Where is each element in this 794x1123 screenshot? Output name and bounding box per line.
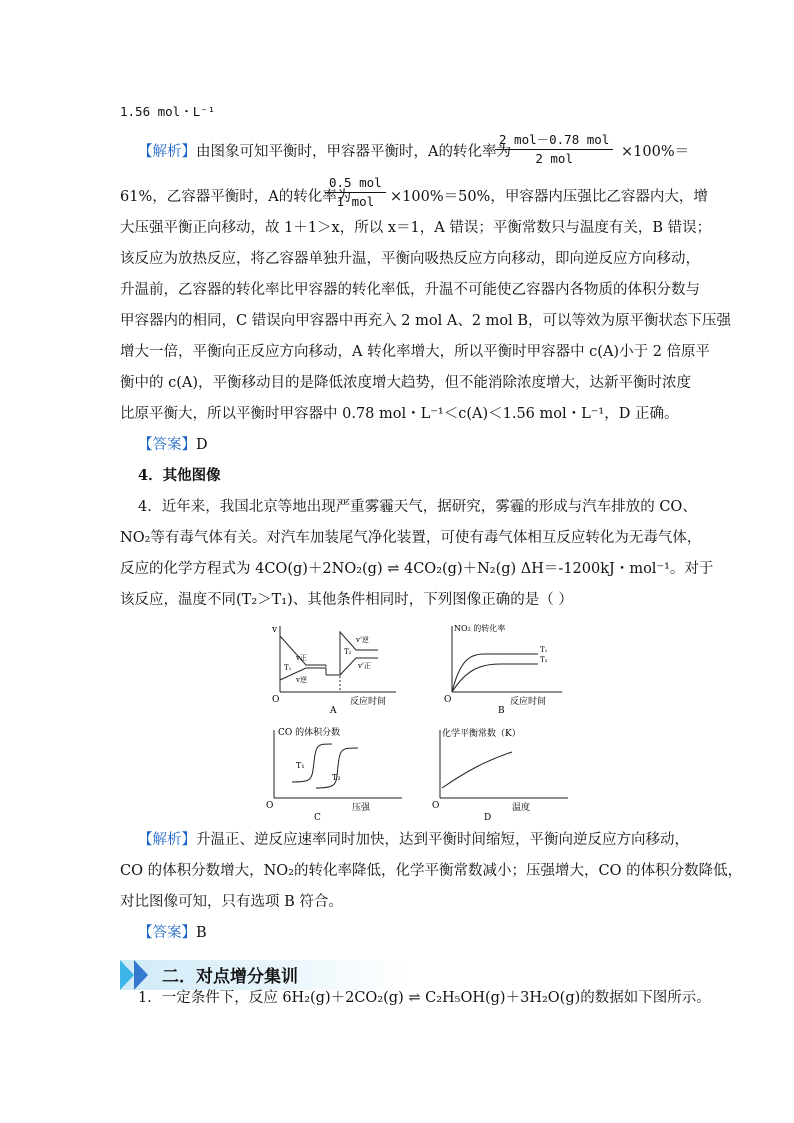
analysis1-line1: 【解析】由图象可知平衡时，甲容器平衡时，A的转化率为 bbox=[138, 144, 511, 160]
fraction-1: 2 mol－0.78 mol 2 mol bbox=[495, 131, 613, 168]
figure-c-caption: C bbox=[314, 813, 321, 822]
figure-a bbox=[268, 620, 408, 715]
figure-d-origin: O bbox=[432, 801, 440, 811]
figure-c-origin: O bbox=[266, 801, 274, 811]
figure-c-label-t2: T₂ bbox=[332, 773, 341, 782]
question4-line4: 该反应，温度不同(T₂＞T₁)、其他条件相同时，下列图像正确的是（ ） bbox=[120, 592, 573, 608]
figure-a-ylabel: v bbox=[272, 625, 278, 635]
question4-line1: 4．近年来，我国北京等地出现严重雾霾天气，据研究，雾霾的形成与汽车排放的 CO、 bbox=[138, 499, 697, 515]
analysis1-line8: 衡中的 c(A)，平衡移动目的是降低浓度增大趋势，但不能消除浓度增大，达新平衡时浓度 bbox=[120, 375, 692, 391]
analysis1-line2-post: ×100%＝50%，甲容器内压强比乙容器内大，增 bbox=[390, 189, 708, 205]
figure-d-title: 化学平衡常数（K） bbox=[442, 729, 521, 739]
question4-line3: 反应的化学方程式为 4CO(g)＋2NO₂(g) ⇌ 4CO₂(g)＋N₂(g) ΔH＝-1200kJ・mol⁻¹。对于 bbox=[120, 561, 714, 577]
figure-a-label-5: T₂ bbox=[344, 648, 352, 656]
analysis1-line7: 增大一倍，平衡向正反应方向移动，A 转化率增大，所以平衡时甲容器中 c(A)小于 2 倍原平 bbox=[120, 344, 711, 360]
figure-a-xlabel: 反应时间 bbox=[350, 697, 387, 707]
figure-a-label-3: T₁ bbox=[284, 664, 292, 672]
figure-b bbox=[440, 620, 570, 715]
section-banner bbox=[120, 958, 410, 992]
analysis1-line3: 大压强平衡正向移动，故 1＋1＞x，所以 x＝1，A 错误；平衡常数只与温度有关，B 错误； bbox=[120, 220, 712, 236]
section4-title: 4．其他图像 bbox=[138, 467, 221, 484]
figure-a-label-1: v正 bbox=[296, 654, 307, 662]
analysis2-line1: 【解析】升温正、逆反应速率同时加快，达到平衡时间缩短，平衡向逆反应方向移动， bbox=[138, 832, 689, 848]
figure-d bbox=[428, 722, 578, 822]
figure-b-label-t1: T₁ bbox=[540, 646, 548, 654]
analysis1-line2-pre: 61%，乙容器平衡时，A的转化率为 bbox=[120, 189, 352, 205]
answer1: 【答案】D bbox=[138, 437, 208, 453]
fraction-2: 0.5 mol 1 mol bbox=[325, 174, 386, 211]
figure-c-title: CO 的体积分数 bbox=[278, 728, 341, 738]
analysis1-line5: 升温前，乙容器的转化率比甲容器的转化率低，升温不可能使乙容器内各物质的体积分数与 bbox=[120, 282, 700, 298]
figure-c-xlabel: 压强 bbox=[352, 803, 371, 813]
analysis1-line9: 比原平衡大，所以平衡时甲容器中 0.78 mol・L⁻¹＜c(A)＜1.56 mol・L⁻¹，D 正确。 bbox=[120, 406, 679, 422]
figure-a-caption: A bbox=[330, 706, 337, 715]
analysis2-line3: 对比图像可知，只有选项 B 符合。 bbox=[120, 894, 343, 910]
figure-c bbox=[262, 722, 412, 822]
question4-line2: NO₂等有毒气体有关。对汽车加装尾气净化装置，可使有毒气体相互反应转化为无毒气体， bbox=[120, 530, 702, 546]
analysis-label: 【解析】 bbox=[138, 144, 196, 160]
figure-b-title: NO₂ 的转化率 bbox=[454, 624, 506, 633]
figure-a-label-2: v逆 bbox=[296, 676, 307, 684]
figure-d-xlabel: 温度 bbox=[512, 803, 531, 813]
analysis1-line4: 该反应为放热反应，将乙容器单独升温，平衡向吸热反应方向移动，即向逆反应方向移动， bbox=[120, 251, 700, 267]
figure-a-label-4: v'逆 bbox=[356, 636, 369, 644]
answer2: 【答案】B bbox=[138, 925, 207, 941]
figure-a-label-6: v'正 bbox=[358, 662, 371, 670]
analysis1-line6: 甲容器内的相同，C 错误向甲容器中再充入 2 mol A、2 mol B，可以等效为原平衡状态下压强 bbox=[120, 313, 732, 329]
figure-b-caption: B bbox=[498, 706, 505, 715]
analysis1-line1-post: ×100%＝ bbox=[621, 144, 690, 160]
figure-c-label-t1: T₁ bbox=[296, 761, 305, 770]
section2-title: 二．对点增分集训 bbox=[162, 967, 298, 987]
figure-b-origin: O bbox=[444, 695, 452, 705]
figure-b-label-t2: T₂ bbox=[540, 656, 548, 664]
question1-line: 1．一定条件下，反应 6H₂(g)＋2CO₂(g) ⇌ C₂H₅OH(g)＋3H₂O(g)的数据如下图所示。 bbox=[138, 990, 711, 1006]
figure-d-caption: D bbox=[484, 813, 492, 822]
figure-b-xlabel: 反应时间 bbox=[510, 697, 547, 707]
analysis2-line2: CO 的体积分数增大，NO₂的转化率降低，化学平衡常数减小；压强增大，CO 的体积分数降低， bbox=[120, 863, 743, 879]
top-line: 1.56 mol・L⁻¹ bbox=[120, 104, 216, 119]
figure-a-origin: O bbox=[272, 695, 280, 705]
